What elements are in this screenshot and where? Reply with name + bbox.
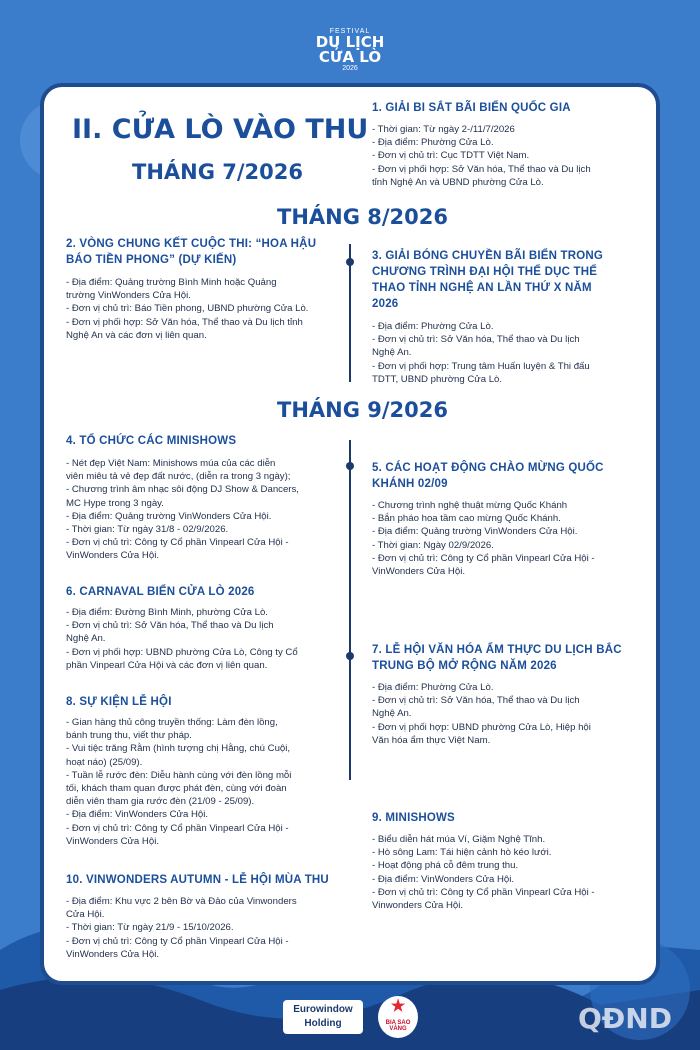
event-8-details bbox=[66, 716, 336, 848]
detail-line: Nghệ An. bbox=[372, 347, 412, 359]
detail-line: - Bắn pháo hoa tầm cao mừng Quốc Khánh. bbox=[372, 513, 561, 525]
eurowindow-logo bbox=[283, 1000, 363, 1034]
detail-line: Nghệ An và các đơn vị liên quan. bbox=[66, 329, 207, 341]
detail-line: - Thời gian: Ngày 02/9/2026. bbox=[372, 539, 494, 551]
detail-line: Nghệ An. bbox=[372, 708, 412, 720]
logo-line-1: DU LỊCH bbox=[315, 33, 385, 51]
detail-line: - Chương trình âm nhạc sôi động DJ Show & Dancers, bbox=[66, 484, 299, 496]
month-heading-7: THÁNG 7/2026 bbox=[132, 160, 304, 184]
detail-line: - Địa điểm: Khu vực 2 bên Bờ và Đảo của Vinwonders bbox=[66, 896, 297, 907]
logo-line-2: CỬA LÒ bbox=[318, 48, 382, 66]
event-8-title: 8. SỰ KIỆN LỄ HỘI bbox=[66, 696, 172, 708]
event-4-details bbox=[66, 457, 336, 563]
timeline-dot bbox=[346, 652, 354, 660]
timeline-divider bbox=[349, 440, 351, 780]
title-line: KHÁNH 02/09 bbox=[372, 478, 448, 490]
detail-line: MC Hype trong 3 ngày. bbox=[66, 497, 164, 509]
sponsor1-line2: Holding bbox=[304, 1018, 342, 1029]
title-line: BÁO TIỀN PHONG” (DỰ KIẾN) bbox=[66, 254, 237, 266]
detail-line: tối, khách tham quan được phát đèn, cùng với đoàn bbox=[66, 783, 287, 795]
detail-line: - Đơn vị chủ trì: Công ty Cổ phần Vinpearl Cửa Hội - bbox=[66, 822, 289, 834]
detail-line: VinWonders Cửa Hội. bbox=[66, 948, 159, 960]
title-line: 2026 bbox=[372, 298, 399, 310]
sponsor-logos bbox=[283, 996, 423, 1038]
title-line: 7. LỄ HỘI VĂN HÓA ẨM THỰC DU LỊCH BẮC bbox=[372, 644, 622, 656]
detail-line: - Hò sông Lam: Tái hiện cảnh hò kéo lưới. bbox=[372, 847, 552, 859]
event-9-details bbox=[372, 833, 640, 912]
detail-line: trường VinWonders Cửa Hội. bbox=[66, 290, 191, 302]
detail-line: - Thời gian: Từ ngày 2-/11/7/2026 bbox=[372, 124, 515, 135]
event-1-title: 1. GIẢI BI SẮT BÃI BIỂN QUỐC GIA bbox=[372, 102, 571, 114]
detail-line: Nghệ An. bbox=[66, 633, 106, 645]
detail-line: - Vui tiệc trăng Rằm (hình tượng chị Hằng, chú Cuội, bbox=[66, 743, 291, 755]
sponsor1-line1: Eurowindow bbox=[293, 1004, 353, 1015]
detail-line: - Đơn vị chủ trì: Công ty Cổ phần Vinpearl Cửa Hội - bbox=[66, 935, 289, 947]
title-line: CHƯƠNG TRÌNH ĐẠI HỘI THỂ DỤC THỂ bbox=[372, 266, 598, 278]
detail-line: - Nét đẹp Việt Nam: Minishows múa của các diễn bbox=[66, 458, 276, 469]
detail-line: VinWonders Cửa Hội. bbox=[66, 835, 159, 847]
detail-line: VinWonders Cửa Hội. bbox=[66, 550, 159, 562]
star-icon: ★ bbox=[390, 998, 406, 1015]
event-7-details bbox=[372, 681, 640, 747]
event-7-title bbox=[372, 642, 622, 674]
detail-line: - Đơn vị chủ trì: Sở Văn hóa, Thể thao và Du lịch bbox=[372, 695, 580, 707]
detail-line: - Gian hàng thủ công truyền thống: Làm đèn lồng, bbox=[66, 717, 278, 728]
event-4-title: 4. TỔ CHỨC CÁC MINISHOWS bbox=[66, 435, 237, 447]
month-heading-9: THÁNG 9/2026 bbox=[277, 398, 449, 422]
detail-line: TDTT, UBND phường Cửa Lò. bbox=[372, 373, 503, 385]
event-9-title: 9. MINISHOWS bbox=[372, 812, 455, 824]
event-10-details bbox=[66, 895, 336, 961]
detail-line: - Đơn vị chủ trì: Cục TDTT Việt Nam. bbox=[372, 150, 530, 162]
detail-line: Vinwonders Cửa Hội. bbox=[372, 900, 464, 912]
logo-year: 2026 bbox=[342, 65, 358, 72]
sao-vang-logo bbox=[378, 996, 418, 1038]
detail-line: - Địa điểm: Phường Cửa Lò. bbox=[372, 321, 494, 332]
detail-line: - Hoạt động phá cỗ đêm trung thu. bbox=[372, 860, 519, 872]
detail-line: - Đơn vị phối hợp: UBND phường Cửa Lò, Công ty Cổ bbox=[66, 646, 298, 658]
detail-line: - Đơn vị chủ trì: Công ty Cổ phần Vinpearl Cửa Hội - bbox=[372, 552, 595, 564]
event-1-details bbox=[372, 123, 640, 189]
event-6-details bbox=[66, 606, 336, 672]
detail-line: - Tuần lễ rước đèn: Diễu hành cùng với đèn lồng mỗi bbox=[66, 769, 292, 781]
festival-label: FESTIVAL bbox=[329, 28, 371, 35]
detail-line: - Địa điểm: Quảng trường VinWonders Cửa Hội. bbox=[372, 526, 578, 538]
event-6-title: 6. CARNAVAL BIỂN CỬA LÒ 2026 bbox=[66, 586, 255, 598]
event-10-title: 10. VINWONDERS AUTUMN - LỄ HỘI MÙA THU bbox=[66, 874, 329, 886]
detail-line: - Đơn vị phối hợp: Trung tâm Huấn luyện & Thi đấu bbox=[372, 360, 590, 372]
detail-line: - Đơn vị phối hợp: Sở Văn hóa, Thể thao và Du lịch tỉnh bbox=[66, 316, 303, 328]
detail-line: - Địa điểm: Quảng trường Bình Minh hoặc Quảng bbox=[66, 277, 277, 288]
detail-line: hoạt náo) (25/09). bbox=[66, 756, 143, 768]
detail-line: phần Vinpearl Cửa Hội và các đơn vị liên quan. bbox=[66, 659, 268, 671]
detail-line: - Địa điểm: VinWonders Cửa Hội. bbox=[372, 873, 515, 885]
title-line: THAO TỈNH NGHỆ AN LẦN THỨ X NĂM bbox=[372, 282, 592, 294]
detail-line: bánh trung thu, viết thư pháp. bbox=[66, 730, 192, 742]
title-line: 2. VÒNG CHUNG KẾT CUỘC THI: “HOA HẬU bbox=[66, 238, 317, 250]
detail-line: - Địa điểm: Quảng trường VinWonders Cửa Hội. bbox=[66, 510, 272, 522]
detail-line: Văn hóa ẩm thực Việt Nam. bbox=[372, 734, 491, 746]
event-5-details bbox=[372, 499, 640, 578]
timeline-dot bbox=[346, 462, 354, 470]
detail-line: VinWonders Cửa Hội. bbox=[372, 566, 465, 578]
detail-line: - Đơn vị chủ trì: Sở Văn hóa, Thể thao và Du lịch bbox=[372, 334, 580, 346]
detail-line: - Đơn vị phối hợp: UBND phường Cửa Lò, Hiệp hội bbox=[372, 721, 591, 733]
detail-line: - Địa điểm: Phường Cửa Lò. bbox=[372, 682, 494, 693]
title-line: 3. GIẢI BÓNG CHUYỀN BÃI BIỂN TRONG bbox=[372, 250, 604, 262]
detail-line: - Đơn vị chủ trì: Báo Tiền phong, UBND phường Cửa Lò. bbox=[66, 303, 309, 315]
detail-line: tỉnh Nghệ An và UBND phường Cửa Lò. bbox=[372, 176, 544, 188]
detail-line: - Đơn vị chủ trì: Công ty Cổ phần Vinpearl Cửa Hội - bbox=[66, 537, 289, 549]
event-3-title bbox=[372, 248, 603, 312]
event-5-title bbox=[372, 460, 604, 492]
detail-line: - Đơn vị chủ trì: Công ty Cổ phần Vinpearl Cửa Hội - bbox=[372, 886, 595, 898]
detail-line: - Địa điểm: VinWonders Cửa Hội. bbox=[66, 809, 209, 821]
detail-line: diễn viên tham gia rước đèn (21/09 - 25/09). bbox=[66, 796, 255, 808]
detail-line: Cửa Hội. bbox=[66, 909, 105, 921]
timeline-dot bbox=[346, 258, 354, 266]
detail-line: - Địa điểm: Đường Bình Minh, phường Cửa Lò. bbox=[66, 607, 268, 618]
title-line: 5. CÁC HOẠT ĐỘNG CHÀO MỪNG QUỐC bbox=[372, 462, 604, 474]
month-heading-8: THÁNG 8/2026 bbox=[277, 205, 449, 229]
detail-line: - Đơn vị phối hợp: Sở Văn hóa, Thể thao và Du lịch bbox=[372, 163, 591, 175]
detail-line: - Đơn vị chủ trì: Sở Văn hóa, Thể thao và Du lịch bbox=[66, 620, 274, 632]
detail-line: viên miêu tả vẻ đẹp đất nước, (diễn ra trong 3 ngày); bbox=[66, 471, 291, 483]
detail-line: - Biểu diễn hát múa Ví, Giặm Nghệ Tĩnh. bbox=[372, 834, 546, 845]
detail-line: - Chương trình nghệ thuật mừng Quốc Khánh bbox=[372, 500, 568, 511]
event-3-details bbox=[372, 320, 640, 386]
page-title: II. CỬA LÒ VÀO THU bbox=[72, 114, 369, 145]
title-line: TRUNG BỘ MỞ RỘNG NĂM 2026 bbox=[372, 660, 557, 672]
sponsor2-label: BIA SAO VÀNG bbox=[385, 1020, 411, 1032]
detail-line: - Thời gian: Từ ngày 31/8 - 02/9/2026. bbox=[66, 524, 229, 536]
detail-line: - Địa điểm: Phường Cửa Lò. bbox=[372, 137, 494, 149]
event-2-title bbox=[66, 236, 316, 268]
watermark: QĐND bbox=[578, 1002, 672, 1035]
event-2-details bbox=[66, 276, 336, 342]
festival-logo bbox=[300, 28, 400, 84]
detail-line: - Thời gian: Từ ngày 21/9 - 15/10/2026. bbox=[66, 922, 234, 934]
